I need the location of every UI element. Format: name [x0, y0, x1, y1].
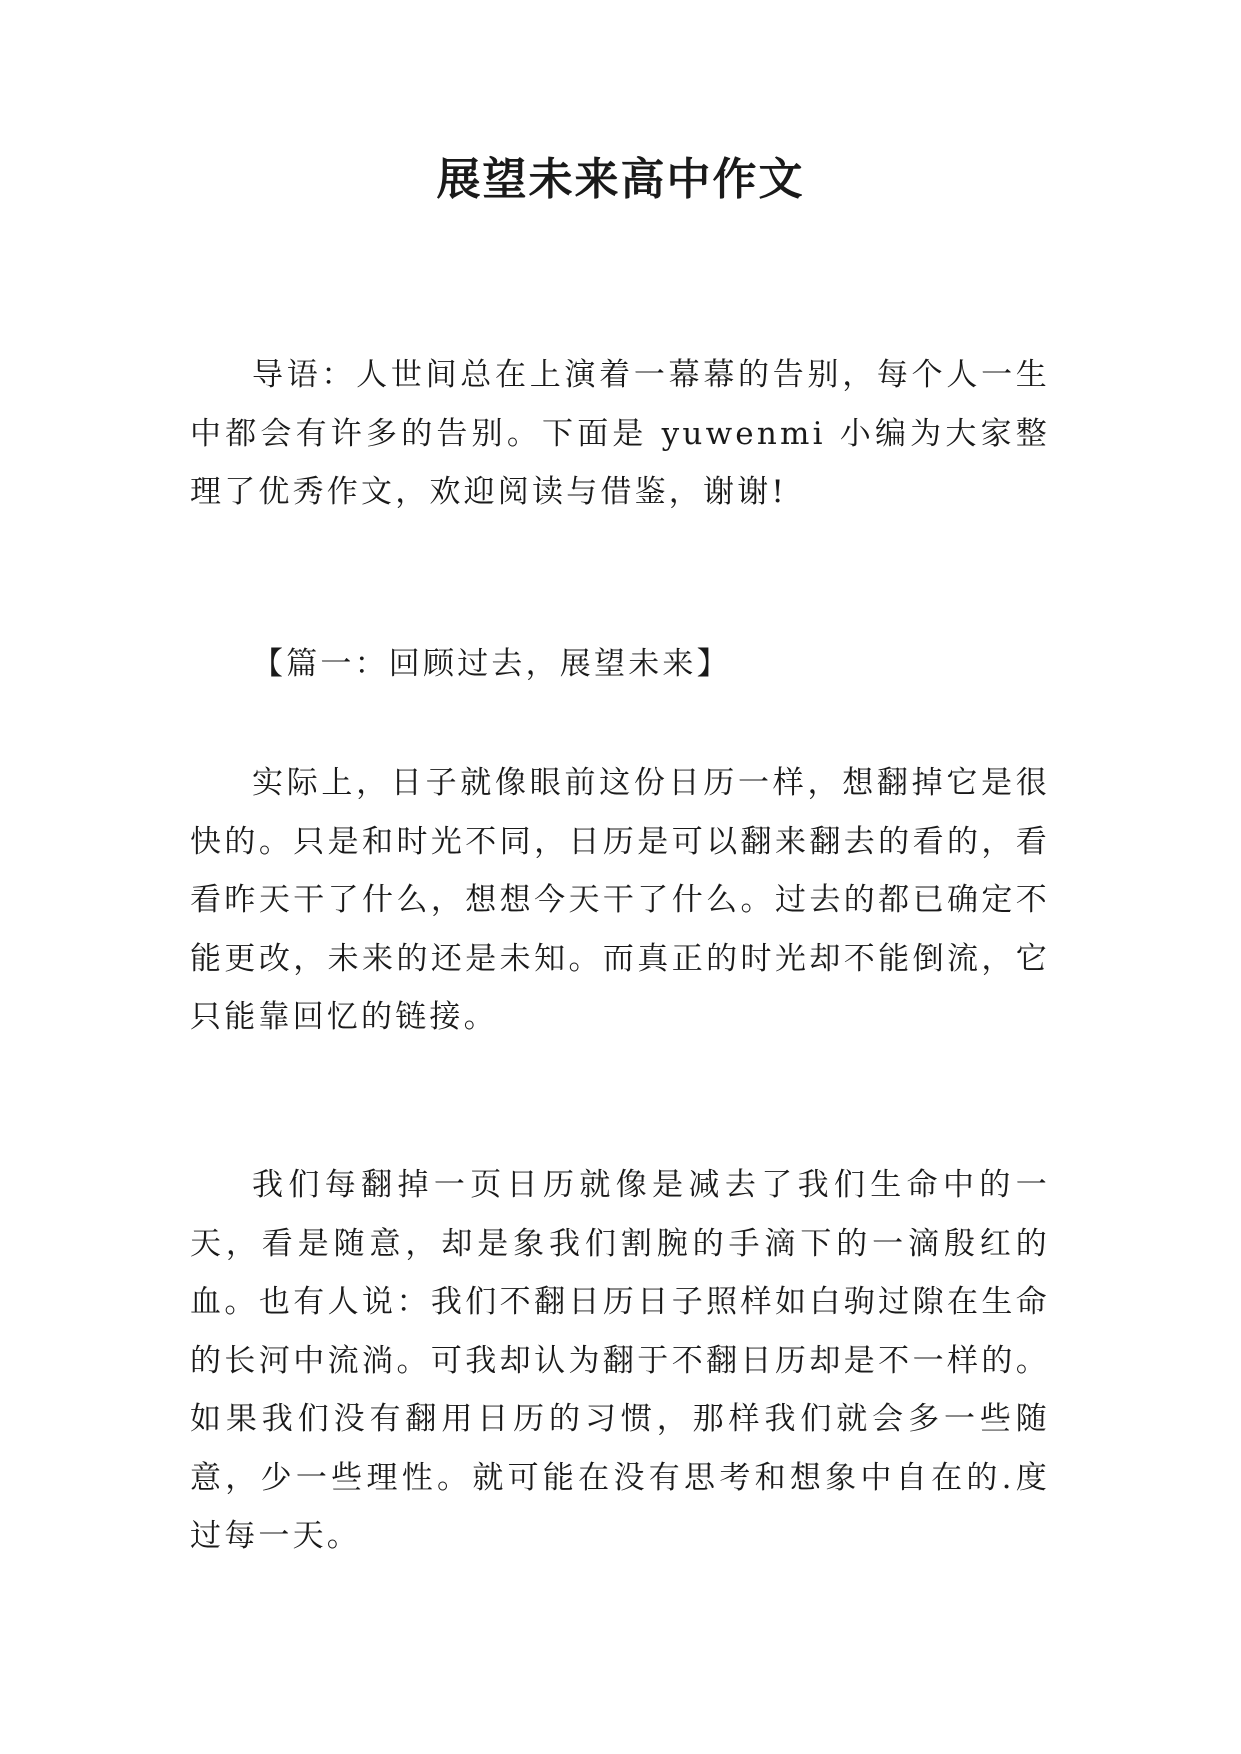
intro-paragraph: 导语：人世间总在上演着一幕幕的告别，每个人一生中都会有许多的告别。下面是 yuwenmi 小编为大家整理了优秀作文，欢迎阅读与借鉴，谢谢! — [190, 357, 1050, 510]
body-paragraph: 实际上，日子就像眼前这份日历一样，想翻掉它是很快的。只是和时光不同，日历是可以翻来翻去的看的，看看昨天干了什么，想想今天干了什么。过去的都已确定不能更改，未来的还是未知。而真正的时光却不能倒流，它只能靠回忆的链接。 — [190, 765, 1050, 1035]
document-title: 展望未来高中作文 — [436, 154, 805, 205]
section-heading: 【篇一：回顾过去，展望未来】 — [252, 646, 731, 682]
body-paragraph: 我们每翻掉一页日历就像是减去了我们生命中的一天，看是随意，却是象我们割腕的手滴下的一滴殷红的血。也有人说：我们不翻日历日子照样如白驹过隙在生命的长河中流淌。可我却认为翻于不翻日历却是不一样的。如果我们没有翻用日历的习惯，那样我们就会多一些随意，少一些理性。就可能在没有思考和想象中自在的.度过每一天。 — [190, 1167, 1050, 1554]
